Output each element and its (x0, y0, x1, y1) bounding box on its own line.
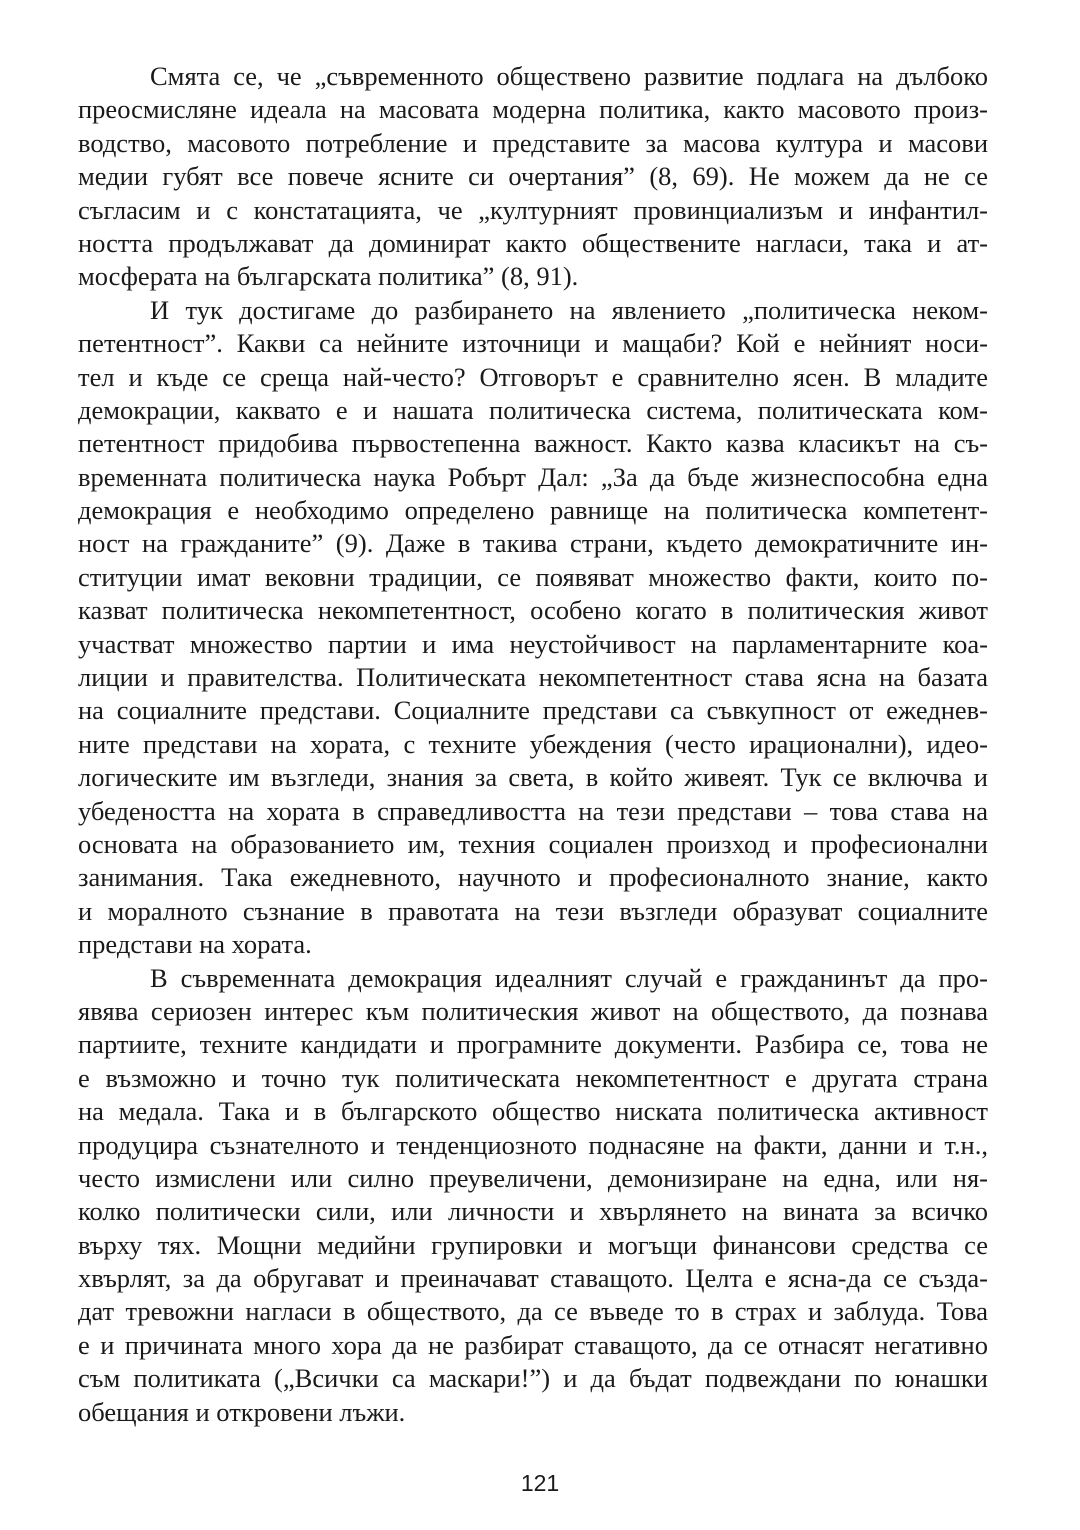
text-line: петентност придобива първостепенна важност. Както казва класикът на съ- (78, 428, 988, 459)
text-line: логическите им възгледи, знания за света, в който живеят. Тук се включва и (78, 762, 988, 793)
page-number: 121 (520, 1470, 560, 1496)
text-line: обещания и откровени лъжи. (78, 1396, 406, 1427)
paragraph-3 (78, 962, 988, 1429)
text-line: убедеността на хората в справедливостта на тези представи – това става на (78, 795, 988, 826)
text-line: е възможно и точно тук политическата некомпетентност е другата страна (78, 1062, 988, 1093)
text-line: основата на образованието им, техния социален произход и професионални (78, 828, 988, 859)
text-line: ституции имат вековни традиции, се появяват множество факти, които по- (78, 561, 988, 592)
text-line: преосмисляне идеала на масовата модерна политика, както масовото произ- (78, 94, 988, 125)
text-line: лиции и правителства. Политическата некомпетентност става ясна на базата (78, 662, 988, 693)
text-line: представи на хората. (78, 929, 312, 960)
text-line: петентност”. Какви са нейните източници и мащаби? Кой е нейният носи- (78, 328, 988, 359)
text-line: съгласим и с констатацията, че „културният провинциализъм и инфантил- (78, 194, 988, 225)
text-line: временната политическа наука Робърт Дал: „За да бъде жизнеспособна една (78, 461, 988, 492)
text-line: мосферата на българската политика” (8, 91). (78, 261, 579, 292)
text-line: колко политически сили, или личности и хвърлянето на вината за всичко (78, 1196, 988, 1227)
text-line: И тук достигаме до разбирането на явлението „политическа неком- (150, 294, 988, 325)
text-line: участват множество партии и има неустойчивост на парламентарните коа- (78, 628, 988, 659)
paragraph-1 (78, 60, 988, 294)
text-line: занимания. Така ежедневното, научното и професионалното знание, както (78, 862, 988, 893)
text-line: е и причината много хора да не разбират ставащото, да се отнасят негативно (78, 1329, 988, 1360)
text-line: на социалните представи. Социалните представи са съвкупност от ежеднев- (78, 695, 988, 726)
text-line: демокрации, каквато е и нашата политическа система, политическата ком- (78, 394, 988, 425)
text-line: дат тревожни нагласи в обществото, да се въведе то в страх и заблуда. Това (78, 1296, 988, 1327)
text-line: ните представи на хората, с техните убеждения (често ирационални), идео- (78, 728, 988, 759)
text-line: тел и къде се среща най-често? Отговорът е сравнително ясен. В младите (78, 361, 988, 392)
text-line: медии губят все повече ясните си очертания” (8, 69). Не можем да не се (78, 161, 988, 192)
text-line: продуцира съзнателното и тенденциозното поднасяне на факти, данни и т.н., (78, 1129, 988, 1160)
text-line: Смята се, че „съвременното обществено развитие подлага на дълбоко (150, 61, 988, 91)
text-line: на медала. Така и в българското общество ниската политическа активност (78, 1096, 988, 1127)
text-line: и моралното съзнание в правотата на тези възгледи образуват социалните (78, 895, 988, 926)
text-line: често измислени или силно преувеличени, демонизиране на една, или ня- (78, 1162, 988, 1193)
text-line: хвърлят, за да обругават и преиначават ставащото. Целта е ясна-да се създа- (78, 1263, 988, 1294)
text-line: ност на гражданите” (9). Даже в такива страни, където демократичните ин- (78, 528, 988, 559)
text-line: водство, масовото потребление и представите за масова култура и масови (78, 127, 988, 158)
text-line: демокрация е необходимо определено равнище на политическа компетент- (78, 495, 988, 526)
paragraph-2 (78, 294, 988, 962)
text-line: партиите, техните кандидати и програмните документи. Разбира се, това не (78, 1029, 988, 1060)
text-line: върху тях. Мощни медийни групировки и могъщи финансови средства се (78, 1229, 988, 1260)
text-line: съм политиката („Всички са маскари!”) и да бъдат подвеждани по юнашки (78, 1363, 988, 1394)
text-line: В съвременната демокрация идеалният случай е гражданинът да про- (150, 962, 988, 993)
document-body (78, 60, 988, 1429)
text-line: казват политическа некомпетентност, особено когато в политическия живот (78, 595, 988, 626)
text-line: явява сериозен интерес към политическия живот на обществото, да познава (78, 995, 988, 1026)
text-line: ността продължават да доминират както обществените нагласи, така и ат- (78, 227, 988, 258)
